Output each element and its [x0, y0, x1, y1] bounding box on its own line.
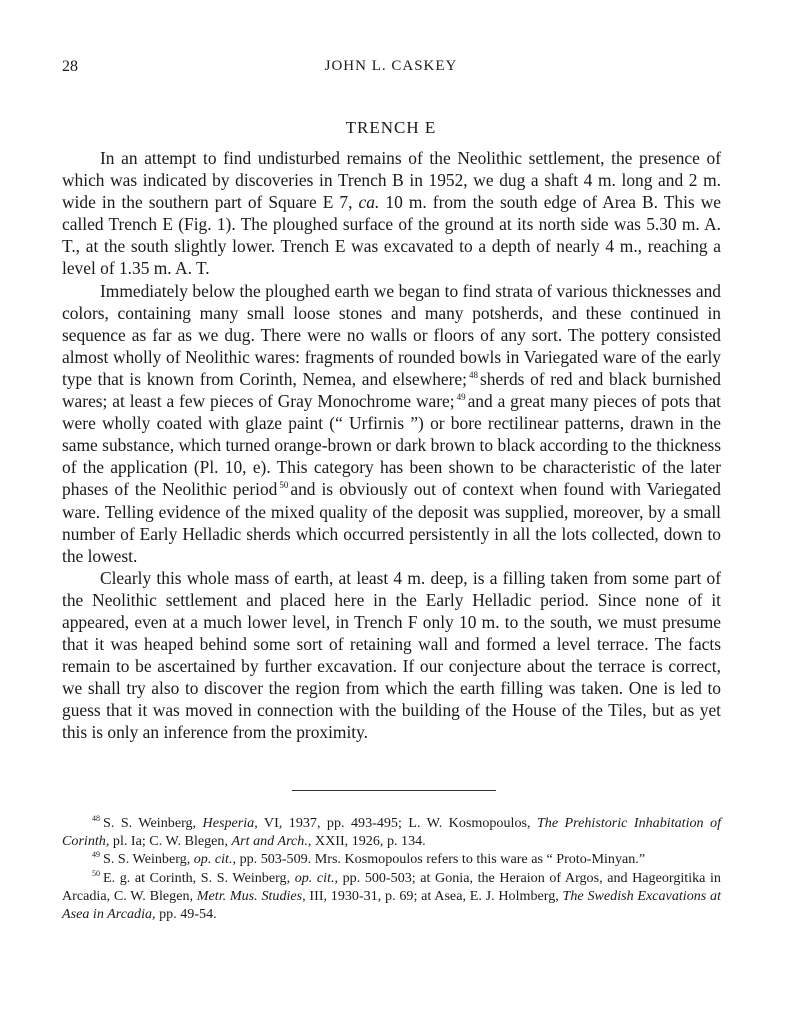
footnote-50-italic-3: The Swedish Excavations at Asea in Arcadia [62, 887, 721, 923]
footnote-49 [62, 850, 721, 868]
paragraph-1-text: In an attempt to find undisturbed remains of the Neolithic settlement, the presence of which was indicated by discoveries in Trench B in 1952, we dug a shaft 4 m. long and 2 m. wide in the southern part of Square E 7, [62, 148, 721, 213]
footnote-divider [292, 790, 496, 791]
footnote-48-italic-1: Hesperia [202, 815, 255, 831]
paragraph-2-text-d: and is obviously out of context when found with Variegated ware. Telling evidence of the mixed quality of the deposit was supplied, moreover, by a small number of Early Helladic sherds which occurred persistently in all the lots collected, down to the lowest. [62, 479, 721, 566]
footnote-48-text-d: , XXII, 1926, p. 134. [307, 833, 426, 850]
paragraph-1-text-end: 10 m. from the south edge of Area B. This we called Trench E (Fig. 1). The ploughed surface of the ground at its north side was 5.30 m. A. T., at the south slightly lower. Trench E was excavated to a depth of nearly 4 m., reaching a level of 1.35 m. A. T. [62, 192, 722, 279]
footnote-49-text-a: S. S. Weinberg, [103, 851, 194, 868]
body-text [62, 147, 721, 744]
footnote-48-italic-3: Art and Arch. [231, 833, 308, 850]
section-title: TRENCH E [345, 118, 437, 137]
footnote-50-italic-2: Metr. Mus. Studies [196, 887, 303, 904]
paragraph-2-text-c: and a great many pieces of pots that were wholly coated with glaze paint (“ Urfirnis ”) or bore rectilinear patterns, drawn in the same substance, which turned orange-brown or dark brown to black according to the thickness of the application (Pl. 10, e). This category has been shown to be characteristic of the later phases of the Neolithic period [62, 391, 721, 500]
page-number: 28 [62, 58, 78, 75]
footnote-number-50: 50 [92, 868, 100, 878]
footnote-50-text-d: , pp. 49-54. [152, 906, 217, 923]
paragraph-3: Clearly this whole mass of earth, at least 4 m. deep, is a filling taken from some part of the Neolithic settlement and placed here in the Early Helladic period. Since none of it appeared, even at a much lower level, in Trench F only 10 m. to the south, we must presume that it was heaped behind some sort of retaining wall and formed a level terrace. The facts remain to be ascertained by further excavation. If our conjecture about the terrace is correct, we shall try also to discover the region from which the earth filling was taken. One is led to guess that it was moved in connection with the building of the House of the Tiles, but as yet this is only an inference from the proximity. [62, 567, 721, 743]
footnote-50-italic-1: op. cit. [294, 869, 335, 886]
footnote-number-49: 49 [92, 850, 100, 860]
footnote-49-italic-1: op. cit. [193, 851, 233, 868]
footnote-50-text-b: , pp. 500-503; at Gonia, the Heraion of Argos, and Hageorgitika in Arcadia, C. W. Blegen, [62, 869, 721, 904]
page-header [62, 58, 720, 80]
running-head: JOHN L. CASKEY [324, 58, 458, 74]
footnote-50-text-a: E. g. at Corinth, S. S. Weinberg, [103, 869, 295, 886]
footnote-50 [62, 869, 721, 924]
footnote-48-italic-2: The Prehistoric Inhabitation of Corinth [62, 815, 721, 850]
footnote-50-text-c: , III, 1930-31, p. 69; at Asea, E. J. Holmberg, [302, 887, 563, 904]
footnote-ref-48[interactable]: 48 [468, 369, 478, 380]
paragraph-1 [62, 147, 721, 280]
footnote-ref-50[interactable]: 50 [279, 480, 289, 491]
footnote-number-48: 48 [92, 814, 100, 823]
footnote-ref-49[interactable]: 49 [456, 392, 466, 403]
footnote-48 [62, 814, 721, 850]
paragraph-2-text-a: Immediately below the ploughed earth we began to find strata of various thicknesses and colors, containing many small loose stones and many potsherds, and these continued in sequence as far as we dug. There were no walls or floors of any sort. The pottery consisted almost wholly of Neolithic wares: fragments of rounded bowls in Variegated ware of the early type that is known from Corinth, Nemea, and elsewhere; [62, 280, 721, 389]
footnotes [62, 814, 721, 923]
paragraph-2-text-b: sherds of red and black burnished wares; at least a few pieces of Gray Monochrome ware; [62, 368, 721, 412]
footnote-49-text-b: , pp. 503-509. Mrs. Kosmopoulos refers to this ware as “ Proto-Minyan.” [232, 851, 646, 868]
paragraph-2 [62, 280, 721, 567]
footnote-48-text-c: , pl. Ia; C. W. Blegen, [105, 833, 232, 850]
footnote-48-text-b: , VI, 1937, pp. 493-495; L. W. Kosmopoulos, [254, 815, 537, 831]
paragraph-1-italic: ca. [358, 192, 380, 213]
footnote-48-text-a: S. S. Weinberg, [103, 815, 203, 831]
